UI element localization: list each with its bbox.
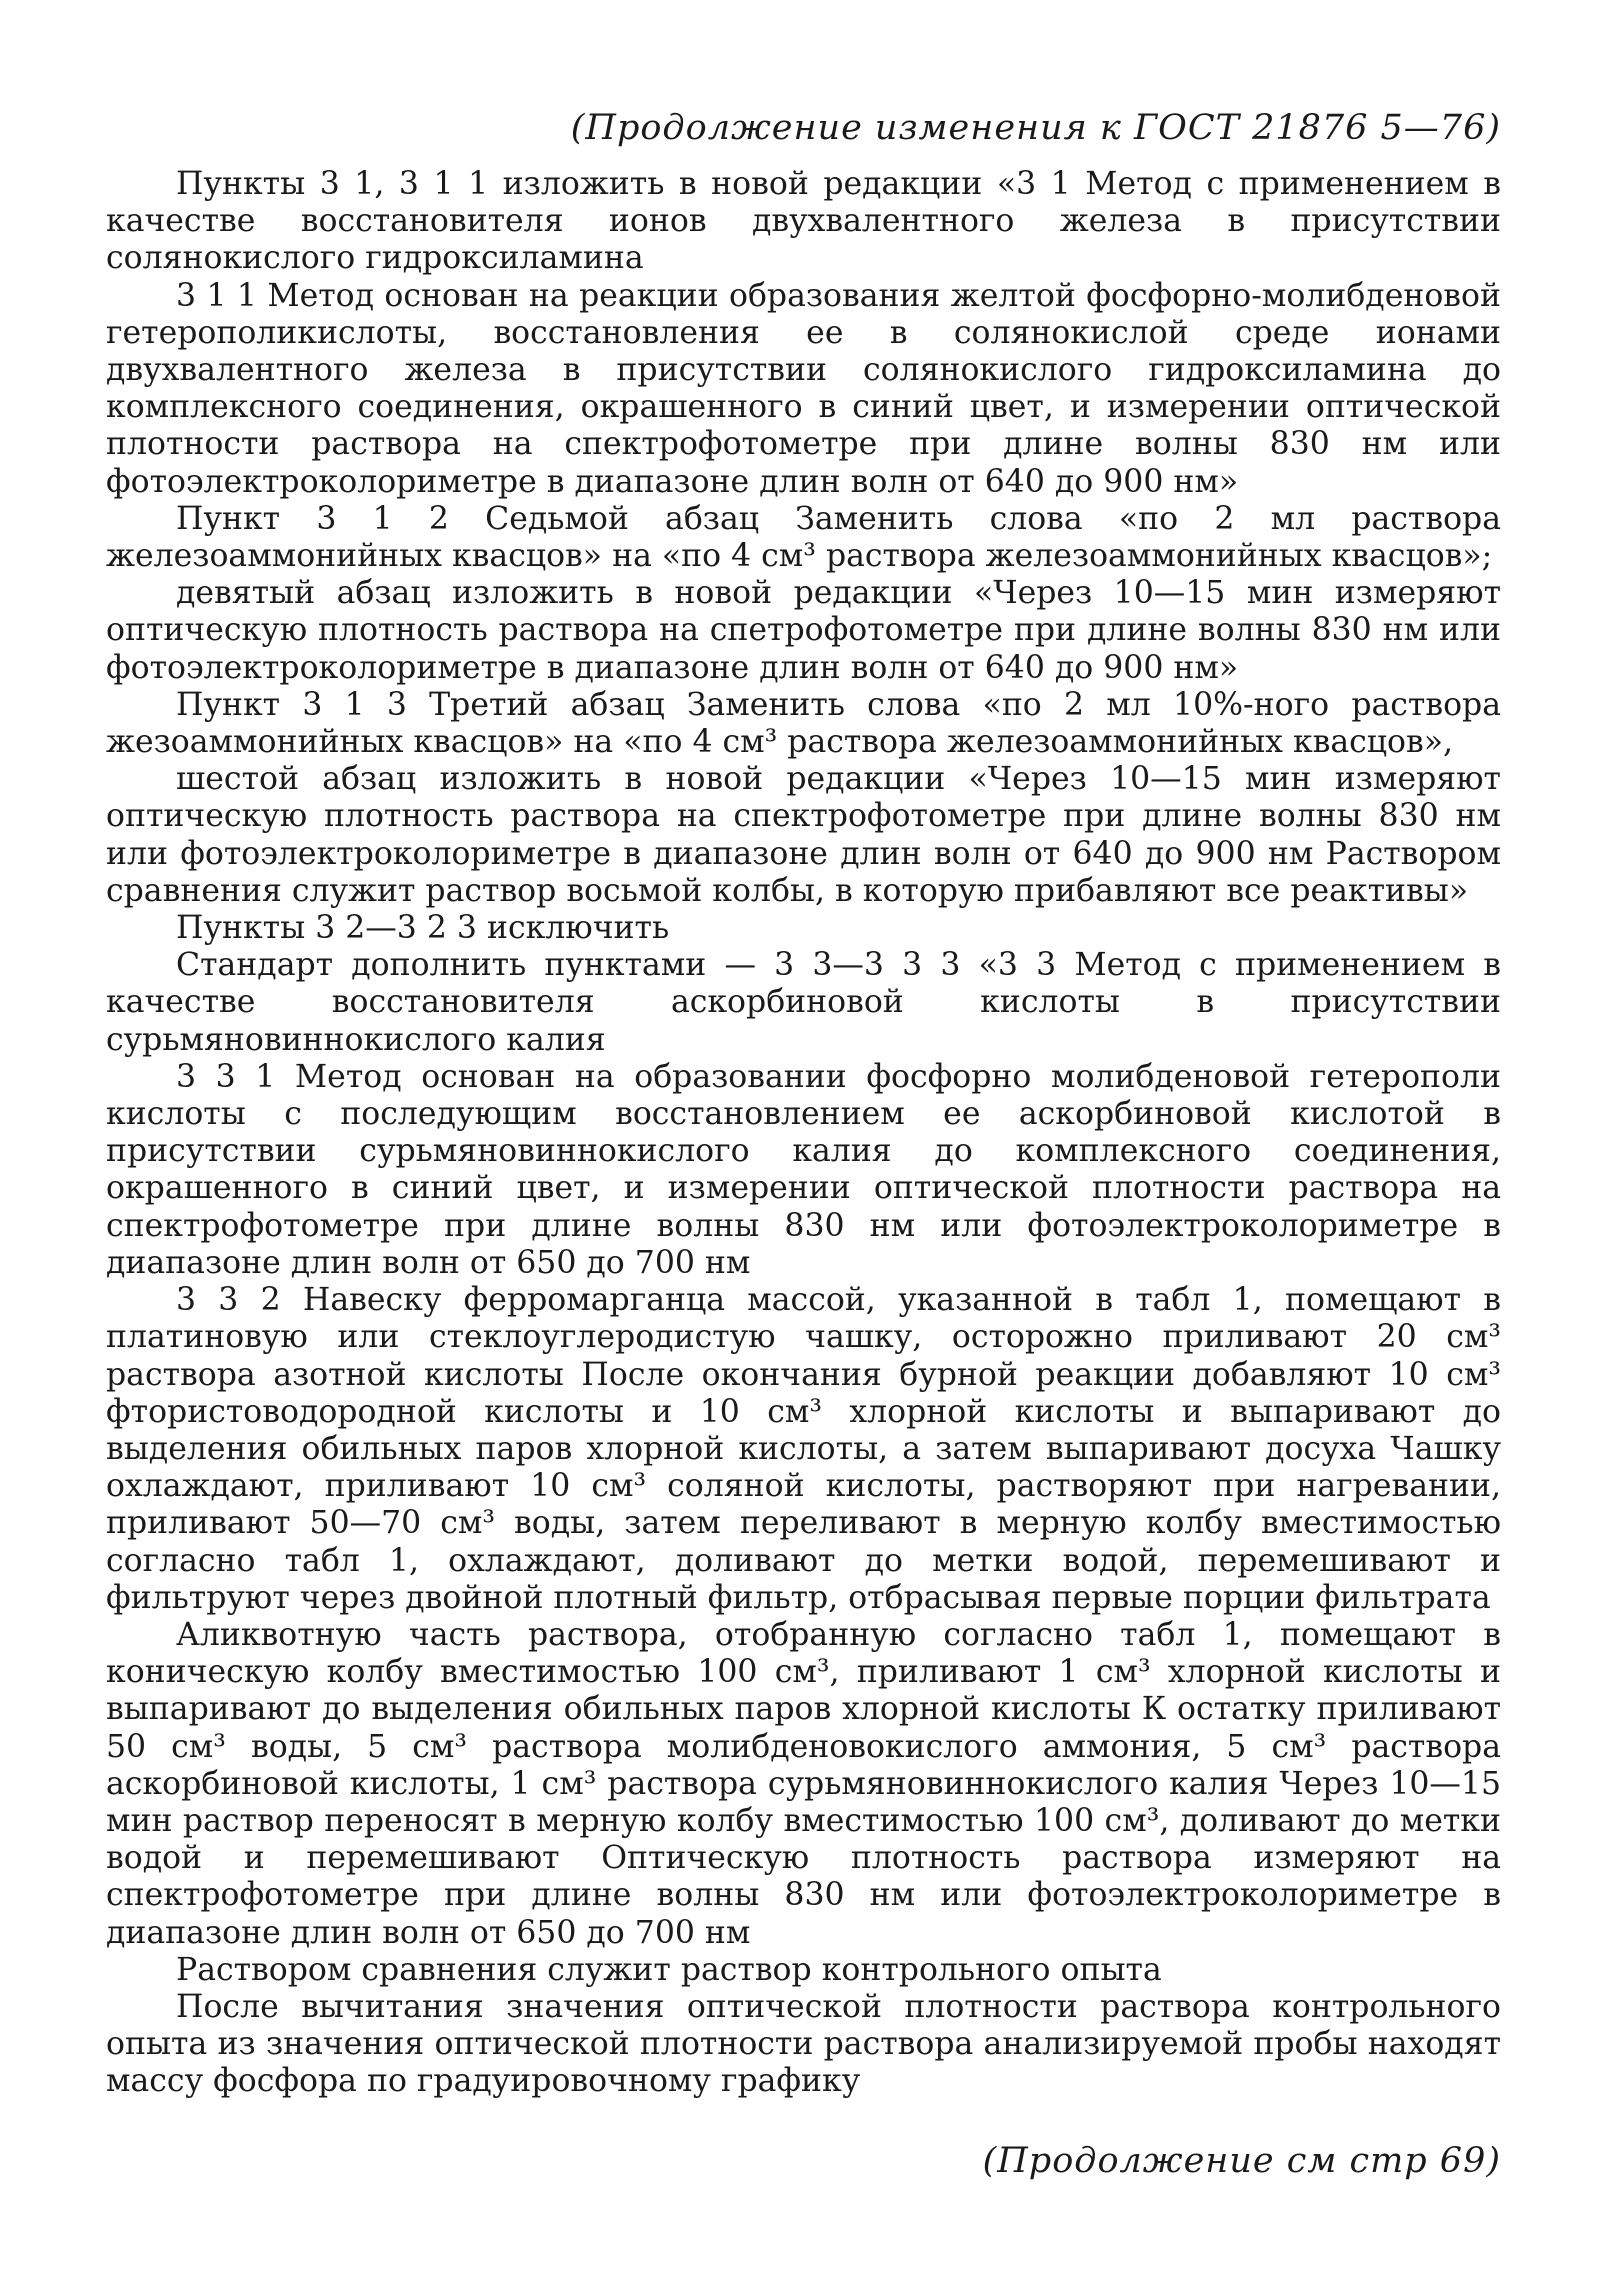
paragraph-items-3-1: Пункты 3 1, 3 1 1 изложить в новой редакции «3 1 Метод с применением в качестве восстановителя ионов двухвалентного железа в присутствии солянокислого гидроксиламина: [106, 166, 1501, 277]
paragraph-item-3-3-1: 3 3 1 Метод основан на образовании фосфорно молибденовой гетерополи кислоты с последующим восстановлением ее аскорбиновой кислотой в присутствии сурьмяновиннокислого калия до комплексного соединения, окрашенного в синий цвет, и измерении оптической плотности раствора на спектрофотометре при длине волны 830 нм или фотоэлектроколориметре в диапазоне длин волн от 650 до 700 нм: [106, 1058, 1501, 1281]
continuation-header: (Продолжение изменения к ГОСТ 21876 5—76): [570, 108, 1501, 148]
paragraph-reference-solution: Раствором сравнения служит раствор контрольного опыта: [176, 1951, 1162, 1988]
paragraph-item-3-1-1: 3 1 1 Метод основан на реакции образования желтой фосфорно-молибденовой гетерополикислоты, восстановления ее в солянокислой среде ионами двухвалентного железа в присутствии солянокислого гидроксиламина до комплексного соединения, окрашенного в синий цвет, и измерении оптической плотности раствора на спектрофотометре при длине волны 830 нм или фотоэлектроколориметре в диапазоне длин волн от 640 до 900 нм»: [106, 277, 1501, 500]
paragraph-items-3-2-exclude: Пункты 3 2—3 2 3 исключить: [176, 910, 670, 947]
paragraph-sixth-abzac: шестой абзац изложить в новой редакции «Через 10—15 мин измеряют оптическую плотность раствора на спектрофотометре при длине волны 830 нм или фотоэлектроколориметре в диапазоне длин волн от 640 до 900 нм Раствором сравнения служит раствор восьмой колбы, в которую прибавляют все реактивы»: [106, 761, 1501, 909]
paragraph-item-3-1-3: Пункт 3 1 3 Третий абзац Заменить слова «по 2 мл 10%-ного раствора жезоаммонийных квасцов» на «по 4 см³ раствора железоаммонийных квасцов»,: [106, 686, 1501, 761]
paragraph-aliquot: Аликвотную часть раствора, отобранную согласно табл 1, помещают в коническую колбу вместимостью 100 см³, приливают 1 см³ хлорной кислоты и выпаривают до выделения обильных паров хлорной кислоты К остатку приливают 50 см³ воды, 5 см³ раствора молибденовокислого аммония, 5 см³ раствора аскорбиновой кислоты, 1 см³ раствора сурьмяновиннокислого калия Через 10—15 мин раствор переносят в мерную колбу вместимостью 100 см³, доливают до метки водой и перемешивают Оптическую плотность раствора измеряют на спектрофотометре при длине волны 830 нм или фотоэлектроколориметре в диапазоне длин волн от 650 до 700 нм: [106, 1616, 1501, 1951]
paragraph-standard-addition: Стандарт дополнить пунктами — 3 3—3 3 3 «3 3 Метод с применением в качестве восстановителя аскорбиновой кислоты в присутствии сурьмяновиннокислого калия: [106, 947, 1501, 1058]
document-body: [106, 166, 1501, 2101]
paragraph-item-3-3-2: 3 3 2 Навеску ферромарганца массой, указанной в табл 1, помещают в платиновую или стеклоуглеродистую чашку, осторожно приливают 20 см³ раствора азотной кислоты После окончания бурной реакции добавляют 10 см³ фтористоводородной кислоты и 10 см³ хлорной кислоты и выпаривают до выделения обильных паров хлорной кислоты, а затем выпаривают досуха Чашку охлаждают, приливают 10 см³ соляной кислоты, растворяют при нагревании, приливают 50—70 см³ воды, затем переливают в мерную колбу вместимостью согласно табл 1, охлаждают, доливают до метки водой, перемешивают и фильтруют через двойной плотный фильтр, отбрасывая первые порции фильтрата: [106, 1282, 1501, 1616]
continuation-footer: (Продолжение см стр 69): [982, 2140, 1501, 2181]
document-page: [106, 108, 1501, 2181]
paragraph-ninth-abzac: девятый абзац изложить в новой редакции «Через 10—15 мин измеряют оптическую плотность раствора на спетрофотометре при длине волны 830 нм или фотоэлектроколориметре в диапазоне длин волн от 640 до 900 нм»: [106, 575, 1501, 686]
paragraph-item-3-1-2: Пункт 3 1 2 Седьмой абзац Заменить слова «по 2 мл раствора железоаммонийных квасцов» на «по 4 см³ раствора железоаммонийных квасцов»;: [106, 500, 1501, 575]
paragraph-calculation: После вычитания значения оптической плотности раствора контрольного опыта из значения оптической плотности раствора анализируемой пробы находят массу фосфора по градуировочному графику: [106, 1988, 1501, 2100]
